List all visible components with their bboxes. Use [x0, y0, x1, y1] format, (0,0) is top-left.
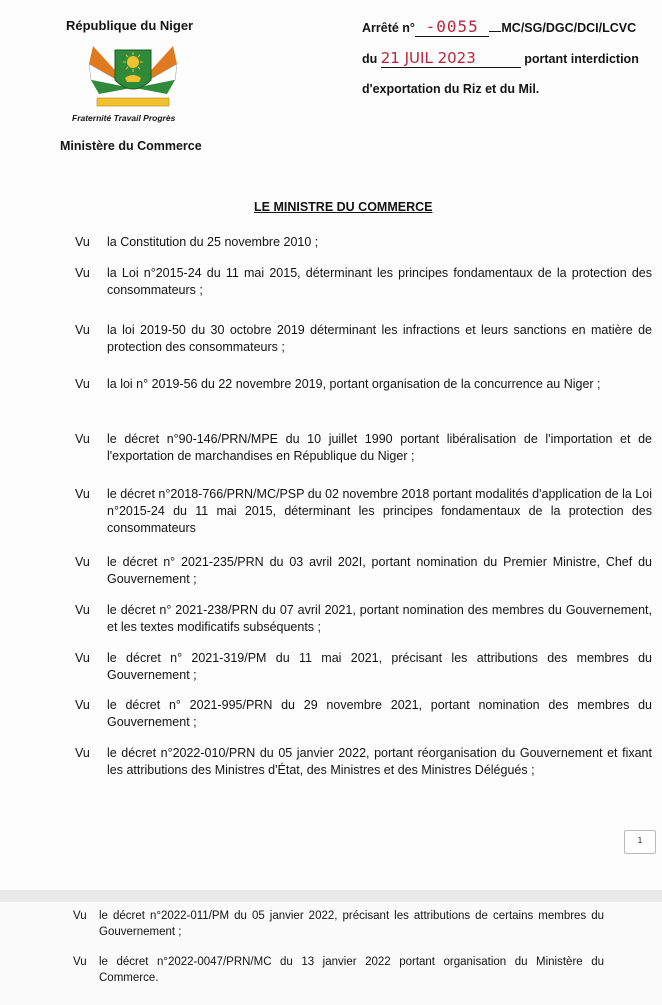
vu-label: Vu — [73, 910, 87, 922]
visa-text: le décret n°2022-011/PM du 05 janvier 2022, précisant les attributions de certains membres du Gouvernement ; — [99, 910, 604, 938]
vu-label: Vu — [75, 323, 90, 337]
vu-label: Vu — [75, 698, 90, 712]
visa-text: le décret n° 2021-235/PRN du 03 avril 202I, portant nomination du Premier Ministre, Chef du Gouvernement ; — [107, 555, 652, 586]
vu-label: Vu — [75, 651, 90, 665]
page-number-badge: 1 — [624, 830, 656, 854]
document-heading: LE MINISTRE DU COMMERCE — [254, 200, 433, 214]
national-motto: Fraternité Travail Progrès — [72, 113, 176, 123]
vu-label: Vu — [75, 487, 90, 501]
arrete-code: MC/SG/DGC/DCI/LCVC — [501, 21, 637, 35]
vu-label: Vu — [75, 603, 90, 617]
vu-label: Vu — [75, 235, 90, 249]
vu-label: Vu — [73, 956, 87, 968]
visa-text: le décret n°2018-766/PRN/MC/PSP du 02 novembre 2018 portant modalités d'application de la Loi n°2015-24 du 11 mai 2015, déterminant les principes fondamentaux de la protection des consommateurs — [107, 487, 652, 535]
vu-label: Vu — [75, 746, 90, 760]
visa-text: la loi 2019-50 du 30 octobre 2019 déterminant les infractions et leurs sanctions en matière de protection des consommateurs ; — [107, 323, 652, 354]
visa-text: la Constitution du 25 novembre 2010 ; — [107, 235, 319, 249]
vu-label: Vu — [75, 432, 90, 446]
coat-of-arms-emblem — [83, 38, 183, 112]
arrete-date-line — [362, 49, 639, 68]
visa-text: le décret n° 2021-319/PM du 11 mai 2021, précisant les attributions des membres du Gouvernement ; — [107, 651, 652, 682]
arrete-label: Arrêté n° — [362, 21, 415, 35]
visa-text: le décret n°90-146/PRN/MPE du 10 juillet 1990 portant libéralisation de l'importation et de l'exportation de marchandises en République du Niger ; — [107, 432, 652, 463]
date-stamp: 21 JUIL 2023 — [381, 49, 521, 68]
vu-label: Vu — [75, 266, 90, 280]
visa-text: le décret n°2022-0047/PRN/MC du 13 janvier 2022 portant organisation du Ministère du Commerce. — [99, 956, 604, 984]
arrete-reference-line — [362, 17, 636, 36]
vu-label: Vu — [75, 377, 90, 391]
visa-text: la Loi n°2015-24 du 11 mai 2015, déterminant les principes fondamentaux de la protection des consommateurs ; — [107, 266, 652, 297]
visa-text: la loi n° 2019-56 du 22 novembre 2019, portant organisation de la concurrence au Niger ; — [107, 377, 601, 391]
ministry-name: Ministère du Commerce — [60, 139, 202, 153]
du-label: du — [362, 52, 378, 66]
subject-line-2: d'exportation du Riz et du Mil. — [362, 82, 540, 96]
subject-line-1: portant interdiction — [524, 52, 639, 66]
visa-text: le décret n° 2021-995/PRN du 29 novembre 2021, portant nomination des membres du Gouvernement ; — [107, 698, 652, 729]
country-name: République du Niger — [66, 18, 194, 33]
visa-text: le décret n° 2021-238/PRN du 07 avril 2021, portant nomination des membres du Gouvernement, et les textes modificatifs subséquents ; — [107, 603, 652, 634]
vu-label: Vu — [75, 555, 90, 569]
document-page-2 — [0, 902, 662, 1005]
arrete-number-stamp: -0055 — [415, 17, 489, 37]
visa-text: le décret n°2022-010/PRN du 05 janvier 2022, portant réorganisation du Gouvernement et fixant les attributions des Ministres d'État, des Ministres et des Ministres Délégués ; — [107, 746, 652, 777]
